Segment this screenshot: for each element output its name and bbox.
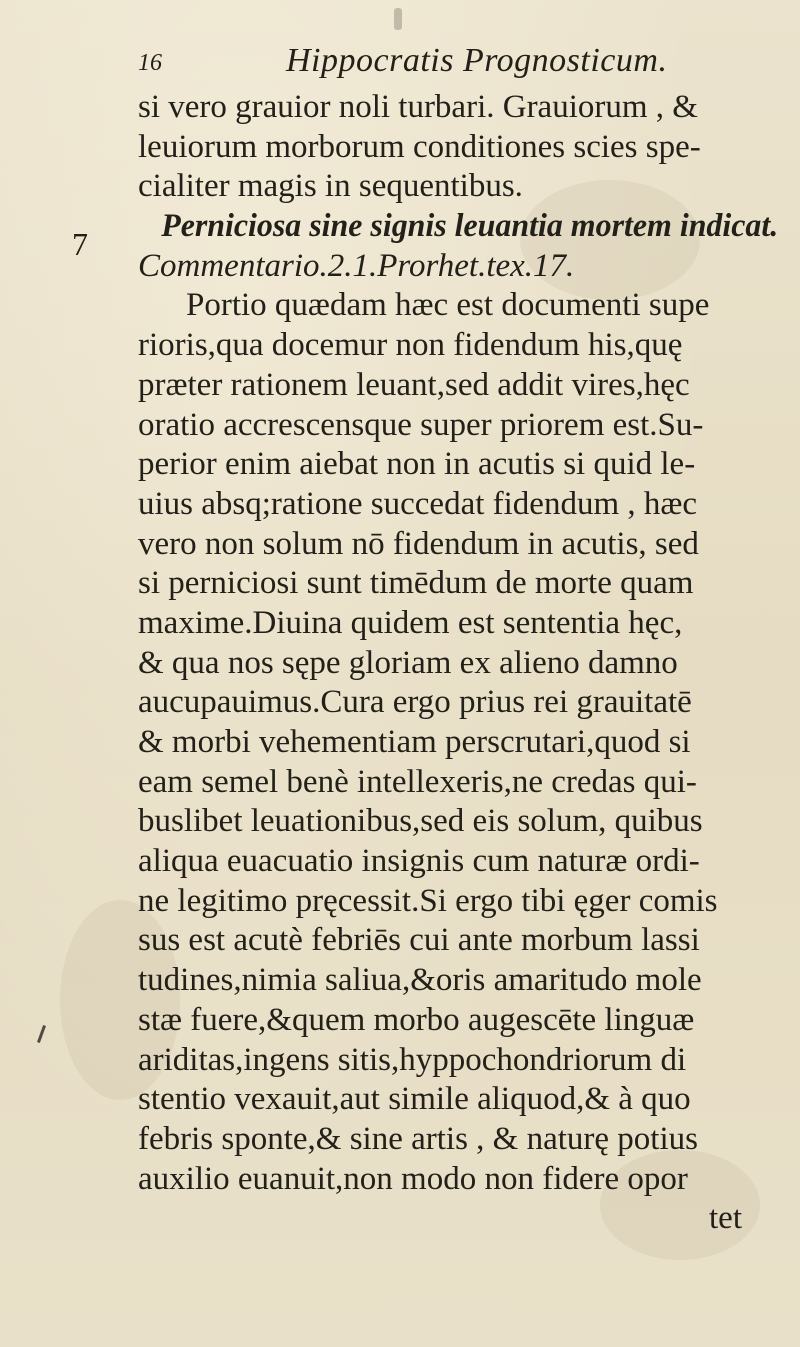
text-line: aucupauimus.Cura ergo prius rei grauitatē	[138, 684, 692, 721]
margin-mark	[37, 1025, 46, 1043]
text-line: oratio accrescensque super priorem est.Su-	[138, 406, 704, 443]
running-title: Hippocratis Prognosticum.	[286, 42, 668, 79]
aphorism-heading: Perniciosa sine signis leuantia mortem indicat.	[161, 208, 779, 245]
text-line: maxime.Diuina quidem est sententia hęc,	[138, 604, 683, 641]
text-line: uius absq;ratione succedat fidendum , hæc	[138, 485, 698, 522]
text-line: si perniciosi sunt timēdum de morte quam	[138, 565, 694, 602]
text-line: rioris,qua docemur non fidendum his,quę	[138, 327, 683, 364]
text-line: ariditas,ingens sitis,hyppochondriorum di	[138, 1041, 687, 1078]
running-header	[130, 42, 770, 82]
text-line: & qua nos sępe gloriam ex alieno damno	[138, 644, 678, 681]
commentary-reference: Commentario.2.1.Prorhet.tex.17.	[138, 247, 575, 284]
text-line: & morbi vehementiam perscrutari,quod si	[138, 724, 691, 760]
catchword: tet	[709, 1200, 742, 1237]
text-line: febris sponte,& sine artis , & naturę potius	[138, 1120, 698, 1157]
text-line: Portio quædam hæc est documenti supe	[186, 287, 710, 324]
text-line: ne legitimo pręcessit.Si ergo tibi ęger comis	[138, 882, 718, 919]
text-line: perior enim aiebat non in acutis si quid le-	[138, 446, 696, 483]
text-line: sus est acutè febriēs cui ante morbum lassi	[138, 922, 700, 959]
text-line: leuiorum morborum conditiones scies spe-	[138, 128, 701, 165]
text-line: tudines,nimia saliua,&oris amaritudo mole	[138, 962, 702, 999]
top-ornament-mark	[394, 8, 402, 30]
text-line: stentio vexauit,aut simile aliquod,& à quo	[138, 1081, 691, 1118]
text-line: si vero grauior noli turbari. Grauiorum , &	[138, 89, 698, 125]
text-line: auxilio euanuit,non modo non fidere opor	[138, 1160, 688, 1197]
text-line: eam semel benè intellexeris,ne credas qui-	[138, 763, 697, 800]
text-line: cialiter magis in sequentibus.	[138, 168, 523, 205]
text-line: præter rationem leuant,sed addit vires,hęc	[138, 366, 690, 403]
page-number: 16	[138, 50, 162, 76]
text-line: stæ fuere,&quem morbo augescēte linguæ	[138, 1001, 695, 1038]
body-text	[138, 88, 778, 1239]
text-line: vero non solum nō fidendum in acutis, sed	[138, 525, 699, 562]
margin-note: 7	[72, 226, 88, 262]
text-line: aliqua euacuatio insignis cum naturæ ordi-	[138, 843, 700, 880]
text-line: buslibet leuationibus,sed eis solum, quibus	[138, 803, 703, 840]
